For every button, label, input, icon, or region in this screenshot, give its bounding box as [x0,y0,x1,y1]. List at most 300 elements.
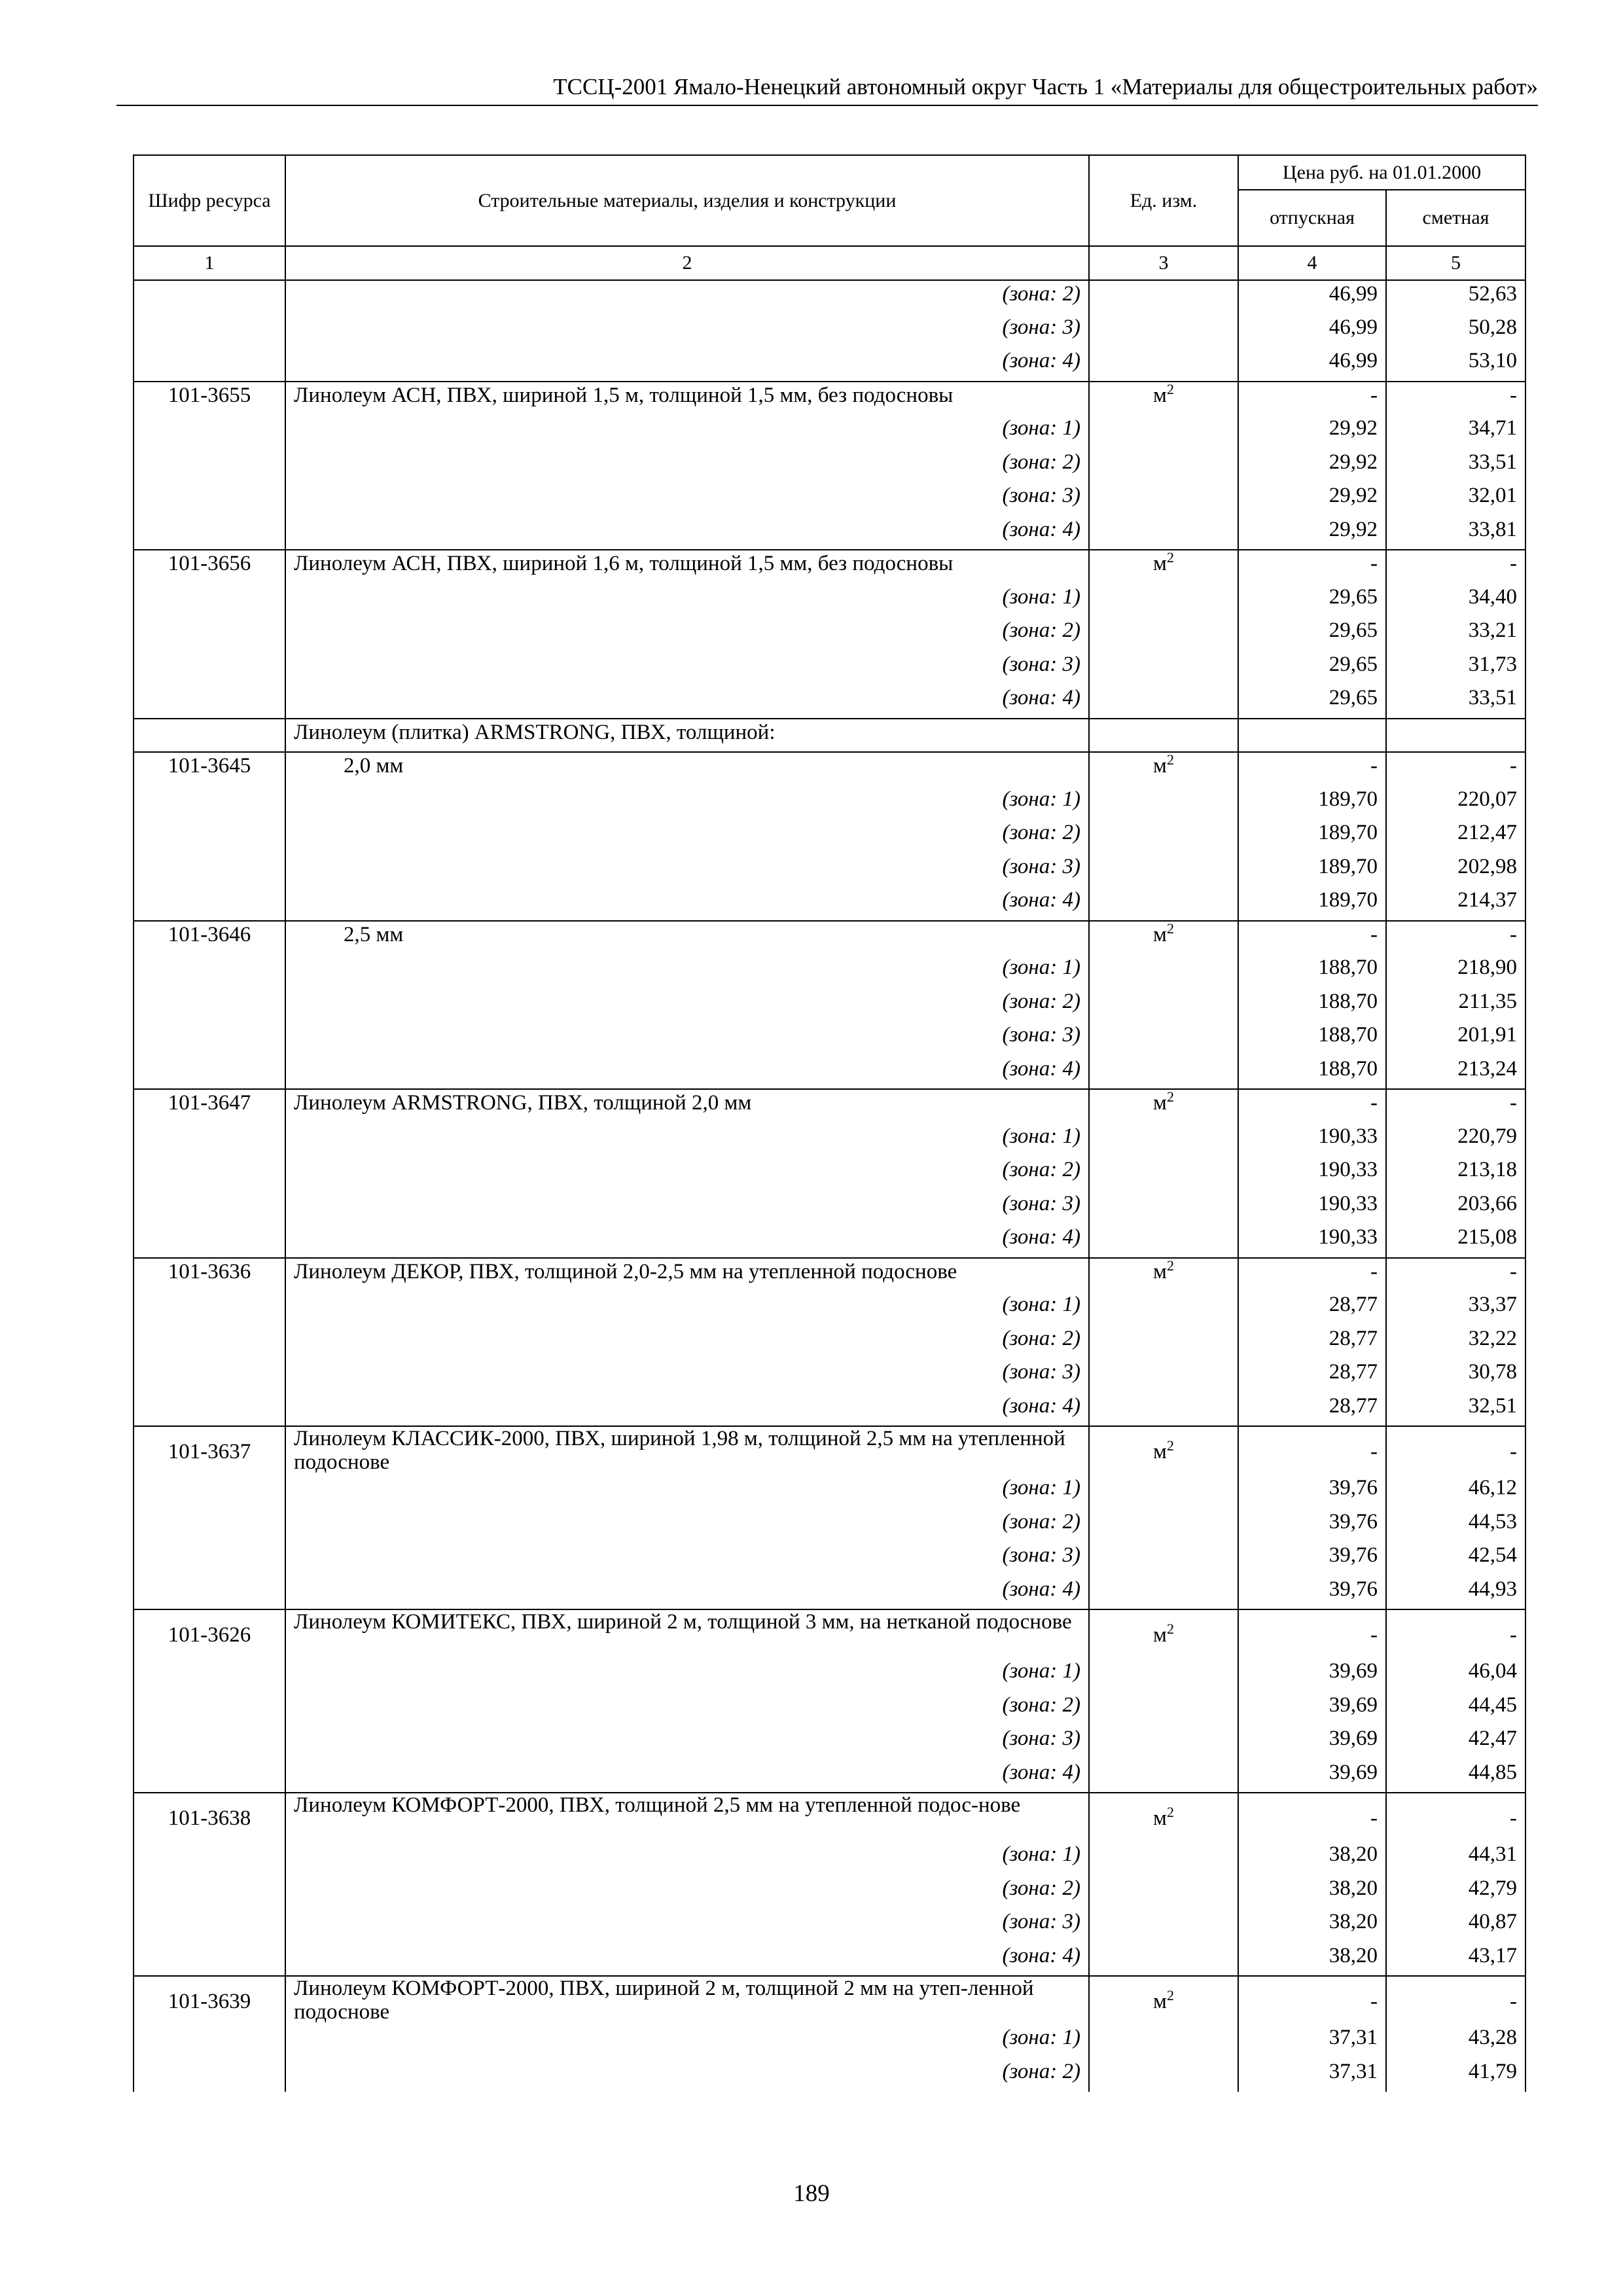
table-row [134,988,1525,1022]
release-price: - [1238,1976,1386,2024]
resource-code [134,887,285,921]
estimate-price: 34,40 [1386,584,1525,618]
unit-label: м [1153,1259,1167,1283]
resource-code [134,584,285,618]
release-price: 28,77 [1238,1291,1386,1325]
estimate-price: 44,93 [1386,1576,1525,1610]
unit-cell [1089,819,1238,853]
price-table [133,154,1526,2092]
table-row [134,1325,1525,1359]
release-price [1238,719,1386,753]
resource-code [134,1475,285,1509]
running-header: ТССЦ-2001 Ямало-Ненецкий автономный округ Часть 1 «Материалы для общестроительных работ» [553,74,1538,99]
estimate-price: 33,21 [1386,617,1525,651]
release-price: 189,70 [1238,853,1386,888]
zone-label: (зона: 3) [285,1542,1089,1576]
release-price: 29,92 [1238,415,1386,449]
release-price: 188,70 [1238,1056,1386,1090]
release-price: 39,69 [1238,1725,1386,1759]
unit-cell [1089,1725,1238,1759]
resource-code [134,1909,285,1943]
col-header-materials: Строительные материалы, изделия и конструкции [285,155,1089,246]
unit-cell [1089,1291,1238,1325]
release-price: 188,70 [1238,954,1386,988]
column-number: 3 [1089,246,1238,280]
unit-cell [1089,853,1238,888]
zone-label: (зона: 3) [285,651,1089,685]
column-number: 5 [1386,246,1525,280]
table-row [134,1509,1525,1543]
resource-code [134,1291,285,1325]
estimate-price: 33,51 [1386,449,1525,483]
zone-label: (зона: 4) [285,1393,1089,1427]
estimate-price: 213,18 [1386,1157,1525,1191]
estimate-price: 43,17 [1386,1943,1525,1977]
zone-label: (зона: 1) [285,786,1089,820]
unit-cell [1089,1123,1238,1157]
table-row [134,1191,1525,1225]
resource-code [134,853,285,888]
release-price: 29,65 [1238,651,1386,685]
resource-code [134,1542,285,1576]
zone-label: (зона: 2) [285,1157,1089,1191]
release-price: 189,70 [1238,819,1386,853]
release-price: 38,20 [1238,1943,1386,1977]
table-row [134,1609,1525,1658]
unit-cell [1089,887,1238,921]
release-price: 29,92 [1238,482,1386,516]
table-row [134,853,1525,888]
page-number: 189 [793,2180,830,2207]
zone-label: (зона: 3) [285,1909,1089,1943]
resource-code [134,415,285,449]
table-row [134,1576,1525,1610]
resource-code: 101-3638 [134,1793,285,1841]
resource-code [134,1759,285,1793]
resource-code [134,348,285,382]
unit-superscript: 2 [1166,1987,1174,2003]
material-description: Линолеум (плитка) ARMSTRONG, ПВХ, толщиной: [285,719,1089,753]
estimate-price: - [1386,1976,1525,2024]
resource-code: 101-3639 [134,1976,285,2024]
zone-label: (зона: 2) [285,819,1089,853]
release-price: 46,99 [1238,314,1386,348]
resource-code [134,482,285,516]
estimate-price: 220,79 [1386,1123,1525,1157]
table-row [134,819,1525,853]
estimate-price: - [1386,1609,1525,1658]
unit-cell [1089,516,1238,550]
zone-label: (зона: 1) [285,954,1089,988]
estimate-price: 203,66 [1386,1191,1525,1225]
unit-label: м [1153,1623,1167,1647]
resource-code [134,1658,285,1692]
unit-cell [1089,685,1238,719]
table-row [134,348,1525,382]
resource-code [134,1224,285,1258]
unit-cell [1089,1793,1238,1841]
estimate-price: 211,35 [1386,988,1525,1022]
unit-superscript: 2 [1166,1437,1174,1454]
table-row [134,550,1525,584]
table-row [134,651,1525,685]
estimate-price: - [1386,1089,1525,1123]
unit-cell [1089,584,1238,618]
column-number: 2 [285,246,1089,280]
column-number: 1 [134,246,285,280]
release-price: 190,33 [1238,1157,1386,1191]
table-row [134,516,1525,550]
unit-label: м [1153,922,1167,946]
release-price: 29,92 [1238,449,1386,483]
resource-code [134,1943,285,1977]
table-row [134,1759,1525,1793]
unit-superscript: 2 [1166,549,1174,565]
release-price: 38,20 [1238,1909,1386,1943]
unit-cell [1089,1325,1238,1359]
unit-cell [1089,921,1238,955]
table-row [134,1056,1525,1090]
zone-label: (зона: 2) [285,1692,1089,1726]
unit-cell [1089,988,1238,1022]
table-row [134,2058,1525,2092]
estimate-price: 40,87 [1386,1909,1525,1943]
release-price: 188,70 [1238,988,1386,1022]
estimate-price: 212,47 [1386,819,1525,853]
release-price: 39,69 [1238,1658,1386,1692]
table-row [134,887,1525,921]
estimate-price: 31,73 [1386,651,1525,685]
unit-cell [1089,1976,1238,2024]
release-price: - [1238,1609,1386,1658]
zone-label: (зона: 4) [285,887,1089,921]
release-price: 29,65 [1238,617,1386,651]
zone-label: (зона: 1) [285,1291,1089,1325]
estimate-price: 33,51 [1386,685,1525,719]
col-header-release-price: отпускная [1238,190,1386,246]
zone-label: (зона: 4) [285,1759,1089,1793]
material-description: Линолеум АСН, ПВХ, шириной 1,6 м, толщиной 1,5 мм, без подосновы [285,550,1089,584]
unit-cell [1089,786,1238,820]
estimate-price: 33,37 [1386,1291,1525,1325]
release-price: - [1238,550,1386,584]
unit-cell [1089,1841,1238,1875]
unit-cell [1089,2058,1238,2092]
zone-label: (зона: 2) [285,988,1089,1022]
resource-code [134,819,285,853]
unit-cell [1089,1542,1238,1576]
estimate-price: 42,79 [1386,1875,1525,1909]
release-price: - [1238,1426,1386,1475]
zone-label: (зона: 3) [285,853,1089,888]
unit-cell [1089,651,1238,685]
unit-cell [1089,314,1238,348]
table-row [134,1658,1525,1692]
estimate-price: - [1386,550,1525,584]
unit-cell [1089,1658,1238,1692]
resource-code [134,1509,285,1543]
resource-code [134,1056,285,1090]
estimate-price: - [1386,1258,1525,1292]
zone-label: (зона: 2) [285,280,1089,314]
table-row [134,786,1525,820]
estimate-price: 220,07 [1386,786,1525,820]
table-row [134,1692,1525,1726]
unit-cell [1089,1426,1238,1475]
material-description: Линолеум ДЕКОР, ПВХ, толщиной 2,0-2,5 мм на утепленной подоснове [285,1258,1089,1292]
table-row [134,685,1525,719]
column-numbers-row [134,246,1525,280]
resource-code [134,1157,285,1191]
unit-cell [1089,348,1238,382]
release-price: 28,77 [1238,1359,1386,1393]
estimate-price: 33,81 [1386,516,1525,550]
release-price: 37,31 [1238,2024,1386,2058]
resource-code: 101-3655 [134,382,285,416]
unit-cell [1089,1359,1238,1393]
table-row [134,921,1525,955]
release-price: 39,76 [1238,1509,1386,1543]
unit-cell [1089,1759,1238,1793]
resource-code: 101-3626 [134,1609,285,1658]
unit-label: м [1153,383,1167,407]
table-row [134,415,1525,449]
estimate-price: 53,10 [1386,348,1525,382]
unit-cell [1089,1576,1238,1610]
resource-code: 101-3646 [134,921,285,955]
unit-cell [1089,1509,1238,1543]
zone-label: (зона: 3) [285,1191,1089,1225]
zone-label: (зона: 1) [285,2024,1089,2058]
table-row [134,1359,1525,1393]
unit-label: м [1153,1440,1167,1463]
table-row [134,1426,1525,1475]
table-row [134,449,1525,483]
resource-code: 101-3645 [134,752,285,786]
estimate-price: 218,90 [1386,954,1525,988]
material-description: 2,5 мм [285,921,1089,955]
release-price: 190,33 [1238,1224,1386,1258]
resource-code [134,617,285,651]
unit-superscript: 2 [1166,751,1174,768]
release-price: 28,77 [1238,1393,1386,1427]
table-row [134,482,1525,516]
unit-cell [1089,482,1238,516]
zone-label: (зона: 3) [285,1359,1089,1393]
zone-label: (зона: 4) [285,1056,1089,1090]
resource-code [134,719,285,753]
resource-code: 101-3647 [134,1089,285,1123]
unit-cell [1089,954,1238,988]
zone-label: (зона: 4) [285,1224,1089,1258]
unit-cell [1089,1022,1238,1056]
zone-label: (зона: 1) [285,415,1089,449]
estimate-price: 44,31 [1386,1841,1525,1875]
unit-label: м [1153,1806,1167,1830]
resource-code [134,1576,285,1610]
table-row [134,1943,1525,1977]
table-row [134,1542,1525,1576]
estimate-price [1386,719,1525,753]
release-price: 46,99 [1238,348,1386,382]
estimate-price: 50,28 [1386,314,1525,348]
release-price: 28,77 [1238,1325,1386,1359]
resource-code: 101-3636 [134,1258,285,1292]
material-description: Линолеум КОМФОРТ-2000, ПВХ, шириной 2 м, толщиной 2 мм на утеп-ленной подоснове [285,1976,1089,2024]
unit-cell [1089,1475,1238,1509]
release-price: 39,69 [1238,1692,1386,1726]
unit-cell [1089,1089,1238,1123]
estimate-price: - [1386,382,1525,416]
release-price: 38,20 [1238,1875,1386,1909]
release-price: - [1238,1793,1386,1841]
estimate-price: - [1386,1426,1525,1475]
estimate-price: 42,47 [1386,1725,1525,1759]
estimate-price: 202,98 [1386,853,1525,888]
table-row [134,1123,1525,1157]
table-row [134,1022,1525,1056]
material-description: Линолеум АСН, ПВХ, шириной 1,5 м, толщиной 1,5 мм, без подосновы [285,382,1089,416]
release-price: - [1238,752,1386,786]
zone-label: (зона: 4) [285,516,1089,550]
zone-label: (зона: 2) [285,1509,1089,1543]
estimate-price: - [1386,921,1525,955]
col-header-code: Шифр ресурса [134,155,285,246]
release-price: 46,99 [1238,280,1386,314]
estimate-price: 44,85 [1386,1759,1525,1793]
table-row [134,1224,1525,1258]
zone-label: (зона: 2) [285,2058,1089,2092]
table-row [134,1475,1525,1509]
unit-cell [1089,752,1238,786]
header-rule [116,105,1538,106]
estimate-price: 32,51 [1386,1393,1525,1427]
zone-label: (зона: 4) [285,1576,1089,1610]
material-description: 2,0 мм [285,752,1089,786]
unit-superscript: 2 [1166,1088,1174,1105]
unit-superscript: 2 [1166,1621,1174,1637]
unit-cell [1089,449,1238,483]
zone-label: (зона: 2) [285,1325,1089,1359]
zone-label: (зона: 2) [285,449,1089,483]
unit-superscript: 2 [1166,380,1174,397]
zone-label: (зона: 1) [285,1658,1089,1692]
zone-label: (зона: 1) [285,1841,1089,1875]
unit-superscript: 2 [1166,1257,1174,1274]
unit-cell [1089,1056,1238,1090]
zone-label: (зона: 3) [285,314,1089,348]
unit-label: м [1153,552,1167,575]
unit-cell [1089,1393,1238,1427]
resource-code [134,314,285,348]
table-row [134,617,1525,651]
estimate-price: 41,79 [1386,2058,1525,2092]
resource-code [134,1725,285,1759]
material-description: Линолеум КОМФОРТ-2000, ПВХ, толщиной 2,5 мм на утепленной подос-нове [285,1793,1089,1841]
resource-code [134,516,285,550]
unit-cell [1089,382,1238,416]
zone-label: (зона: 3) [285,482,1089,516]
zone-label: (зона: 3) [285,1022,1089,1056]
unit-cell [1089,1224,1238,1258]
zone-label: (зона: 1) [285,1123,1089,1157]
col-header-price-group: Цена руб. на 01.01.2000 [1238,155,1525,190]
estimate-price: 34,71 [1386,415,1525,449]
resource-code [134,449,285,483]
material-description: Линолеум ARMSTRONG, ПВХ, толщиной 2,0 мм [285,1089,1089,1123]
resource-code [134,1191,285,1225]
unit-cell [1089,415,1238,449]
table-row [134,1909,1525,1943]
release-price: 190,33 [1238,1191,1386,1225]
estimate-price: - [1386,752,1525,786]
unit-cell [1089,1943,1238,1977]
resource-code: 101-3656 [134,550,285,584]
table-row [134,314,1525,348]
table-row [134,1258,1525,1292]
estimate-price: 30,78 [1386,1359,1525,1393]
zone-label: (зона: 2) [285,1875,1089,1909]
unit-label: м [1153,1091,1167,1115]
table-row [134,1725,1525,1759]
unit-cell [1089,1258,1238,1292]
resource-code [134,1325,285,1359]
estimate-price: 32,22 [1386,1325,1525,1359]
resource-code [134,651,285,685]
resource-code [134,786,285,820]
estimate-price: 32,01 [1386,482,1525,516]
resource-code [134,954,285,988]
resource-code [134,685,285,719]
release-price: 39,76 [1238,1542,1386,1576]
table-row [134,1291,1525,1325]
release-price: - [1238,921,1386,955]
estimate-price: 44,45 [1386,1692,1525,1726]
resource-code [134,2024,285,2058]
unit-cell [1089,1157,1238,1191]
unit-cell [1089,550,1238,584]
col-header-unit: Ед. изм. [1089,155,1238,246]
release-price: 189,70 [1238,887,1386,921]
release-price: 37,31 [1238,2058,1386,2092]
table-row [134,382,1525,416]
resource-code [134,280,285,314]
release-price: 188,70 [1238,1022,1386,1056]
unit-cell [1089,1875,1238,1909]
estimate-price: 213,24 [1386,1056,1525,1090]
estimate-price: 214,37 [1386,887,1525,921]
resource-code [134,1022,285,1056]
release-price: 189,70 [1238,786,1386,820]
release-price: - [1238,1089,1386,1123]
unit-cell [1089,1609,1238,1658]
zone-label: (зона: 4) [285,348,1089,382]
unit-cell [1089,280,1238,314]
release-price: 39,76 [1238,1475,1386,1509]
table-row [134,1793,1525,1841]
unit-cell [1089,2024,1238,2058]
release-price: 29,65 [1238,584,1386,618]
estimate-price: 43,28 [1386,2024,1525,2058]
table-row [134,2024,1525,2058]
resource-code [134,2058,285,2092]
resource-code [134,1123,285,1157]
table-row [134,954,1525,988]
material-description: Линолеум КОМИТЕКС, ПВХ, шириной 2 м, толщиной 3 мм, на нетканой подоснове [285,1609,1089,1658]
resource-code [134,1692,285,1726]
unit-cell [1089,1909,1238,1943]
unit-cell [1089,719,1238,753]
